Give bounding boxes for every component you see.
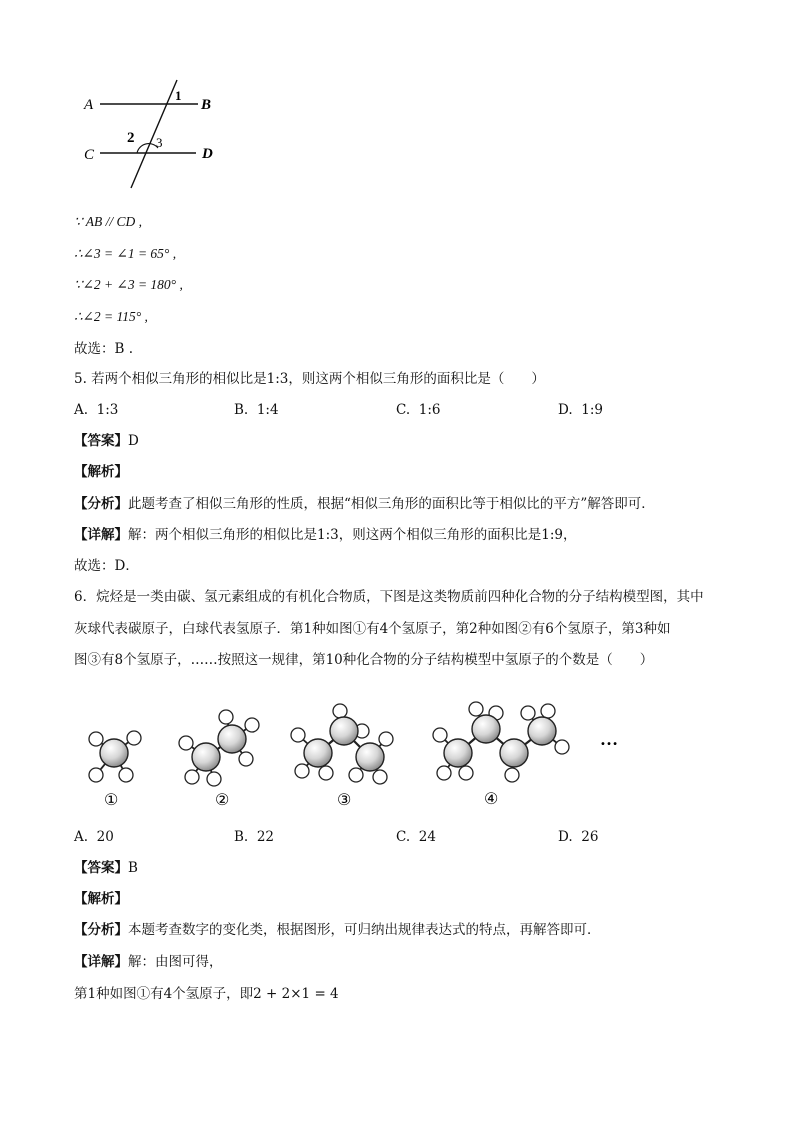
hydrogen-atom [295,764,309,778]
q6-fenxi-text: 本题考查数字的变化类，根据图形，可归纳出规律表达式的特点，再解答即可． [128,922,601,938]
hydrogen-atom [207,772,221,786]
hydrogen-atom [179,736,193,750]
q6-answer-tag: 【答案】 [74,860,128,876]
hydrogen-atom [219,710,233,724]
hydrogen-atom [505,768,519,782]
q5-option-d [558,400,603,420]
label-d: D [202,146,213,162]
carbon-atom [192,743,220,771]
hydrogen-atom [127,731,141,745]
carbon-atom [472,715,500,743]
q5-option-c [396,400,440,420]
q5-xiangjie-text: 解：两个相似三角形的相似比是1:3，则这两个相似三角形的面积比是1:9， [128,527,577,543]
hydrogen-atom [541,704,555,718]
q5-option-a-letter: A. [74,402,89,418]
figure-label-4: ④ [484,791,499,808]
q6-analysis-tag: 【解析】 [74,891,128,907]
hydrogen-atom [373,770,387,784]
q6-option-d-text: 26 [581,829,599,845]
label-angle-1: 1 [175,88,182,103]
hydrogen-atom [433,728,447,742]
label-angle-2: 2 [127,130,135,146]
hydrogen-atom [349,768,363,782]
q6-option-b-text: 22 [256,829,274,845]
hydrogen-atom [555,740,569,754]
hydrogen-atom [379,732,393,746]
hydrogen-atom [459,766,473,780]
hydrogen-atom [469,702,483,716]
q6-answer-value: B [128,860,138,876]
figure-label-1: ① [104,792,119,809]
molecule-2 [179,710,259,786]
q6-answer [74,858,138,878]
q6-last-line: 第1种如图①有4个氢原子，即2 + 2×1 = 4 [74,986,339,1002]
q6-option-d [558,827,598,847]
q5-answer-tag: 【答案】 [74,433,128,449]
molecule-4 [433,702,569,782]
q5-option-c-text: 1:6 [418,402,441,418]
q5-answer [74,431,139,451]
hydrogen-atom [333,704,347,718]
figure-label-3: ③ [337,792,352,809]
hydrogen-atom [89,768,103,782]
proof-line-2: ∴∠3 = ∠1 = 65° , [74,246,177,261]
q5-choose: 故选：D． [74,558,139,574]
q6-xiangjie-text: 解：由图可得， [128,954,223,970]
carbon-atom [330,717,358,745]
q5-fenxi-text: 此题考查了相似三角形的性质，根据“相似三角形的面积比等于相似比的平方”解答即可． [128,496,655,512]
q6-option-a-letter: A. [74,829,89,845]
q5-option-b-letter: B. [234,402,249,418]
q5-option-a-text: 1:3 [96,402,119,418]
figure-ellipsis: … [600,729,618,749]
q5-option-b-text: 1:4 [256,402,279,418]
label-a: A [84,97,94,113]
q5-fenxi [74,494,655,514]
q5-option-c-letter: C. [396,402,411,418]
q5-stem: 5. 若两个相似三角形的相似比是1:3，则这两个相似三角形的面积比是（ ） [74,371,545,387]
q5-option-b [234,400,279,420]
hydrogen-atom [291,728,305,742]
q6-option-a [74,827,114,847]
proof-line-1: ∵ AB // CD , [74,214,142,229]
transversal-line [131,80,177,188]
q6-option-c-text: 24 [418,829,436,845]
q5-option-d-text: 1:9 [581,402,603,418]
q5-option-d-letter: D. [558,402,573,418]
proof-line-3: ∵∠2 + ∠3 = 180° , [74,277,183,292]
q5-xiangjie-tag: 【详解】 [74,527,128,543]
hydrogen-atom [119,768,133,782]
hydrogen-atom [239,752,253,766]
q6-stem-line-1: 6．烷烃是一类由碳、氢元素组成的有机化合物质，下图是这类物质前四种化合物的分子结构模型图，其中 [74,589,704,605]
molecule-1 [89,731,141,782]
q6-option-b [234,827,274,847]
hydrogen-atom [319,766,333,780]
molecule-figures [74,695,634,813]
label-c: C [84,147,95,163]
q6-fenxi [74,920,601,940]
q6-fenxi-tag: 【分析】 [74,922,128,938]
q6-xiangjie-tag: 【详解】 [74,954,128,970]
q6-option-d-letter: D. [558,829,573,845]
carbon-atom [100,739,128,767]
carbon-atom [304,739,332,767]
q5-xiangjie [74,525,576,545]
q5-option-a [74,400,118,420]
hydrogen-atom [185,770,199,784]
proof-choose: 故选：B . [74,341,134,357]
carbon-atom [528,717,556,745]
parallel-lines-figure [78,76,228,192]
q5-fenxi-tag: 【分析】 [74,496,128,512]
q6-option-c [396,827,436,847]
hydrogen-atom [89,732,103,746]
figure-label-2: ② [215,792,230,809]
carbon-atom [444,739,472,767]
q6-stem-line-2: 灰球代表碳原子，白球代表氢原子．第1种如图①有4个氢原子，第2种如图②有6个氢原子，第3种如 [74,621,671,637]
q6-stem-line-3: 图③有8个氢原子，……按照这一规律，第10种化合物的分子结构模型中氢原子的个数是（ ） [74,652,654,668]
hydrogen-atom [521,706,535,720]
q6-xiangjie [74,952,223,972]
q6-option-a-text: 20 [96,829,114,845]
label-b: B [201,97,212,113]
q6-option-b-letter: B. [234,829,249,845]
carbon-atom [500,739,528,767]
hydrogen-atom [437,766,451,780]
q5-analysis-tag: 【解析】 [74,464,128,480]
q5-answer-value: D [128,433,139,449]
carbon-atom [218,725,246,753]
hydrogen-atom [245,718,259,732]
carbon-atom [356,743,384,771]
molecule-3 [291,704,393,784]
proof-line-4: ∴∠2 = 115° , [74,309,148,324]
label-angle-3: 3 [156,135,163,150]
q6-option-c-letter: C. [396,829,411,845]
